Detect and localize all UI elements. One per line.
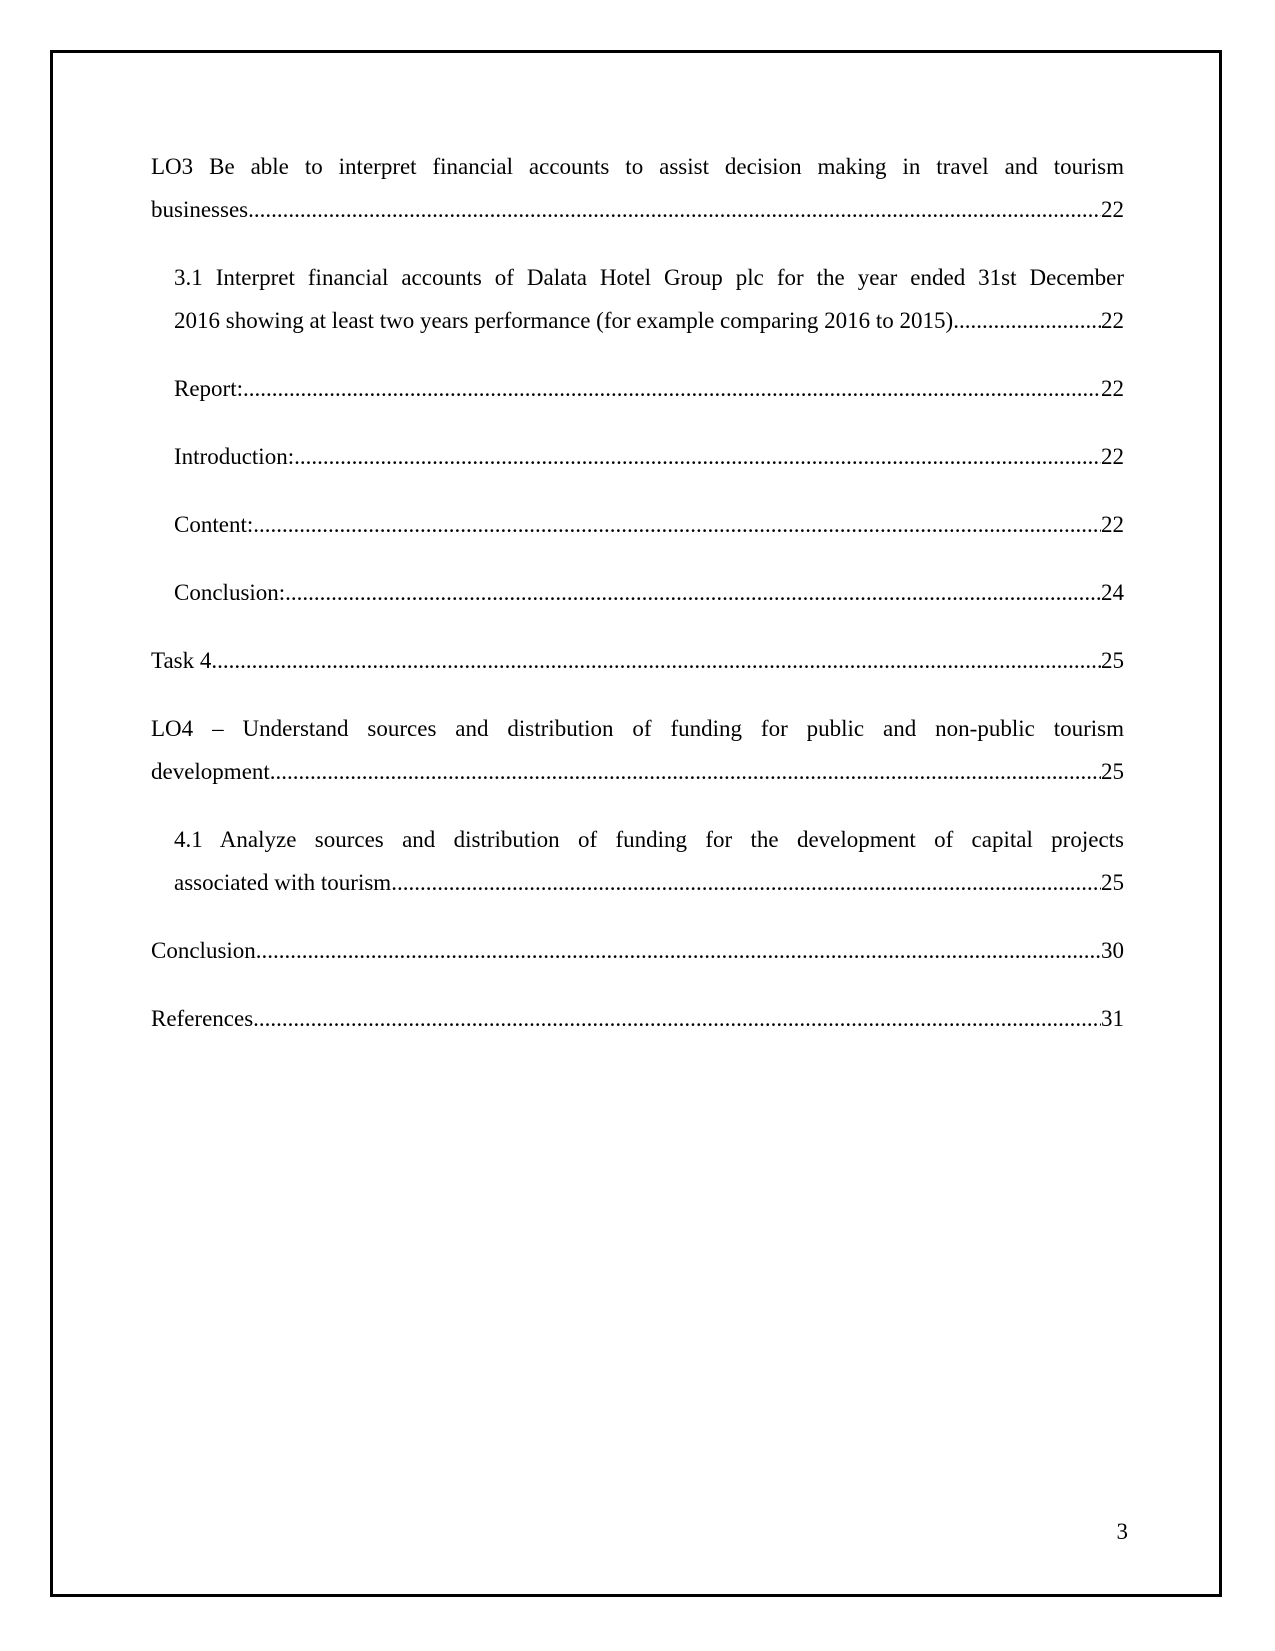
dot-leader [953, 299, 1101, 342]
toc-leader-line [151, 639, 1124, 682]
toc-entry-text-end: associated with tourism [174, 870, 392, 895]
toc-entry-text-end: References [151, 1006, 254, 1031]
toc-entry-3-1[interactable] [174, 256, 1124, 342]
toc-page-number: 25 [1101, 648, 1124, 673]
toc-leader-line [174, 861, 1124, 904]
table-of-contents [151, 145, 1124, 1065]
dot-leader [294, 435, 1101, 478]
toc-entry-conclusion-sub[interactable] [174, 571, 1124, 614]
toc-entry-lo3[interactable] [151, 145, 1124, 231]
toc-page-number: 30 [1101, 938, 1124, 963]
dot-leader [243, 367, 1101, 410]
dot-leader [253, 997, 1101, 1040]
toc-leader-line [151, 188, 1124, 231]
toc-entry-conclusion[interactable] [151, 929, 1124, 972]
toc-entry-text-end: Task 4 [151, 648, 212, 673]
toc-leader-line [174, 367, 1124, 410]
toc-leader-line [174, 299, 1124, 342]
dot-leader [270, 750, 1101, 793]
toc-page-number: 22 [1101, 444, 1124, 469]
toc-entry-text-end: Conclusion: [174, 580, 286, 605]
toc-page-number: 22 [1101, 308, 1124, 333]
toc-entry-text-end: 2016 showing at least two years performance (for example comparing 2016 to 2015) [174, 308, 954, 333]
toc-leader-line [174, 571, 1124, 614]
toc-page-number: 22 [1101, 376, 1124, 401]
toc-entry-introduction[interactable] [174, 435, 1124, 478]
toc-entry-text-end: development [151, 759, 270, 784]
dot-leader [211, 639, 1101, 682]
toc-entry-lo4[interactable] [151, 707, 1124, 793]
toc-leader-line [151, 750, 1124, 793]
toc-entry-4-1[interactable] [174, 818, 1124, 904]
toc-page-number: 24 [1101, 580, 1124, 605]
toc-leader-line [151, 997, 1124, 1040]
toc-entry-text: LO4 – Understand sources and distribution of funding for public and non-public tourism [151, 716, 1124, 741]
toc-entry-report[interactable] [174, 367, 1124, 410]
toc-page-number: 22 [1101, 512, 1124, 537]
toc-entry-text: 3.1 Interpret financial accounts of Dalata Hotel Group plc for the year ended 31st December [174, 265, 1124, 290]
toc-leader-line [174, 435, 1124, 478]
dot-leader [256, 929, 1101, 972]
toc-entry-text-end: Content: [174, 512, 254, 537]
toc-entry-text-end: businesses [151, 197, 249, 222]
toc-entry-text-end: Introduction: [174, 444, 295, 469]
toc-page-number: 25 [1101, 870, 1124, 895]
toc-page-number: 31 [1101, 1006, 1124, 1031]
toc-entry-content[interactable] [174, 503, 1124, 546]
toc-page-number: 22 [1101, 197, 1124, 222]
toc-leader-line [174, 503, 1124, 546]
dot-leader [248, 188, 1101, 231]
dot-leader [391, 861, 1101, 904]
page-number: 3 [1116, 1519, 1128, 1544]
toc-entry-text: LO3 Be able to interpret financial accounts to assist decision making in travel and tourism [151, 154, 1124, 179]
dot-leader [253, 503, 1101, 546]
dot-leader [285, 571, 1101, 614]
toc-entry-task-4[interactable] [151, 639, 1124, 682]
toc-entry-text: 4.1 Analyze sources and distribution of funding for the development of capital projects [174, 827, 1124, 852]
toc-page-number: 25 [1101, 759, 1124, 784]
toc-entry-text-end: Conclusion [151, 938, 256, 963]
toc-entry-text-end: Report: [174, 376, 243, 401]
toc-entry-references[interactable] [151, 997, 1124, 1040]
toc-leader-line [151, 929, 1124, 972]
